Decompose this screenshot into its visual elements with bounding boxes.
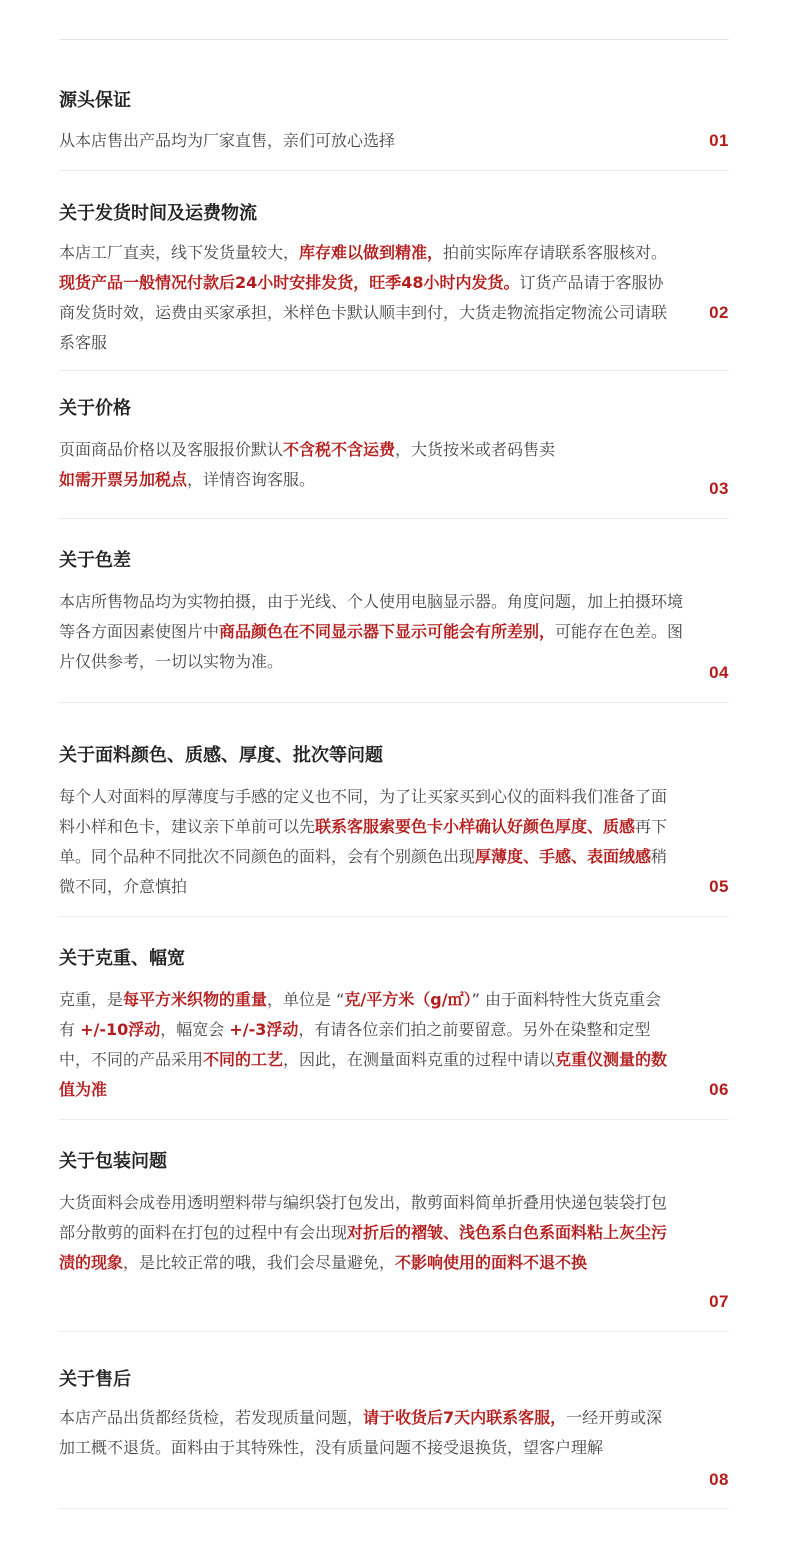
body-text: 一经开剪或深加工概不退货。面料由于其特殊性，没有质量问题不接受退换货，望客户理解 bbox=[59, 1408, 663, 1457]
section-body bbox=[59, 1188, 669, 1278]
section-title: 关于价格 bbox=[59, 398, 131, 419]
highlight-text: 不含税不含运费 bbox=[283, 440, 396, 459]
body-text: 本店产品出货都经货检，若发现质量问题， bbox=[59, 1408, 364, 1427]
body-text: ，单位是 “ bbox=[267, 990, 345, 1009]
section-body bbox=[59, 985, 669, 1105]
body-text: ，详情咨询客服。 bbox=[187, 470, 316, 489]
body-text: ” 由于面料特性大货克重会有 bbox=[59, 990, 661, 1039]
section-body bbox=[59, 587, 684, 677]
section-divider bbox=[59, 518, 729, 519]
body-text: 每个人对面料的厚薄度与手感的定义也不同，为了让买家买到心仪的面料我们准备了面料小样和色卡，建议亲下单前可以先 bbox=[59, 787, 668, 836]
body-text: 页面商品价格以及客服报价默认 bbox=[59, 440, 284, 459]
body-text: 从本店售出产品均为厂家直售，亲们可放心选择 bbox=[59, 131, 396, 150]
highlight-text: 不同的工艺 bbox=[203, 1050, 284, 1069]
section-number: 07 bbox=[709, 1292, 729, 1311]
section-body bbox=[59, 782, 669, 902]
section-number: 01 bbox=[709, 131, 729, 150]
body-text: 稍微不同，介意慎拍 bbox=[59, 847, 668, 896]
section-number: 04 bbox=[709, 663, 729, 682]
section-divider bbox=[59, 916, 729, 917]
body-text: 本店所售物品均为实物拍摄，由于光线、个人使用电脑显示器。角度问题，加上拍摄环境等各方面因素使图片中 bbox=[59, 592, 684, 641]
highlight-text: 对折后的褶皱、浅色系白色系面料粘上灰尘污渍的现象 bbox=[59, 1223, 668, 1272]
section-title: 源头保证 bbox=[59, 90, 131, 111]
body-text: ，幅宽会 bbox=[160, 1020, 230, 1039]
body-text: 大货面料会成卷用透明塑料带与编织袋打包发出，散剪面料简单折叠用快递包装袋打包部分散剪的面料在打包的过程中有会出现 bbox=[59, 1193, 668, 1242]
top-divider bbox=[59, 39, 729, 40]
section-divider bbox=[59, 1508, 729, 1509]
body-text: ，因此，在测量面料克重的过程中请以 bbox=[283, 1050, 556, 1069]
body-text: 再下单。同个品种不同批次不同颜色的面料，会有个别颜色出现 bbox=[59, 817, 668, 866]
highlight-text: 克/平方米（g/㎡） bbox=[344, 990, 472, 1009]
body-text: 订货产品请于客服协商发货时效，运费由买家承担，米样色卡默认顺丰到付，大货走物流指定物流公司请联系客服 bbox=[59, 273, 668, 352]
highlight-text: 联系客服索要色卡小样确认好颜色厚度、质感 bbox=[315, 817, 636, 836]
faq-page bbox=[59, 0, 729, 1552]
section-title: 关于面料颜色、质感、厚度、批次等问题 bbox=[59, 745, 383, 766]
section-divider bbox=[59, 1331, 729, 1332]
highlight-text: 厚薄度、手感、表面绒感 bbox=[475, 847, 652, 866]
section-body bbox=[59, 435, 669, 495]
section-number: 05 bbox=[709, 877, 729, 896]
section-body bbox=[59, 1403, 669, 1463]
highlight-text: 如需开票另加税点 bbox=[59, 470, 188, 489]
body-text: ，是比较正常的哦，我们会尽量避免， bbox=[123, 1253, 396, 1272]
section-body bbox=[59, 126, 669, 156]
section-divider bbox=[59, 370, 729, 371]
section-divider bbox=[59, 702, 729, 703]
body-text: 可能存在色差。图片仅供参考，一切以实物为准。 bbox=[59, 622, 684, 671]
body-text: 本店工厂直卖，线下发货量较大， bbox=[59, 243, 300, 262]
section-number: 06 bbox=[709, 1080, 729, 1099]
section-title: 关于克重、幅宽 bbox=[59, 948, 185, 969]
section-title: 关于包装问题 bbox=[59, 1151, 167, 1172]
highlight-text: 商品颜色在不同显示器下显示可能会有所差别， bbox=[219, 622, 556, 641]
highlight-text: +/-3浮动 bbox=[229, 1020, 299, 1039]
section-number: 03 bbox=[709, 479, 729, 498]
highlight-text: 现货产品一般情况付款后24小时安排发货，旺季48小时内发货。 bbox=[59, 273, 520, 292]
section-title: 关于发货时间及运费物流 bbox=[59, 203, 257, 224]
highlight-text: 不影响使用的面料不退不换 bbox=[395, 1253, 588, 1272]
body-text: ，大货按米或者码售卖 bbox=[395, 440, 556, 459]
highlight-text: 库存难以做到精准， bbox=[299, 243, 444, 262]
body-text: ，有请各位亲们拍之前要留意。另外在染整和定型中，不同的产品采用 bbox=[59, 1020, 651, 1069]
section-divider bbox=[59, 1119, 729, 1120]
body-text: 克重，是 bbox=[59, 990, 124, 1009]
highlight-text: 克重仪测量的数值为准 bbox=[59, 1050, 668, 1099]
highlight-text: 请于收货后7天内联系客服， bbox=[363, 1408, 567, 1427]
section-body bbox=[59, 238, 669, 358]
body-text: 拍前实际库存请联系客服核对。 bbox=[443, 243, 668, 262]
highlight-text: +/-10浮动 bbox=[80, 1020, 161, 1039]
section-number: 02 bbox=[709, 303, 729, 322]
section-title: 关于色差 bbox=[59, 550, 131, 571]
section-number: 08 bbox=[709, 1470, 729, 1489]
section-divider bbox=[59, 170, 729, 171]
highlight-text: 每平方米织物的重量 bbox=[123, 990, 268, 1009]
section-title: 关于售后 bbox=[59, 1369, 131, 1390]
